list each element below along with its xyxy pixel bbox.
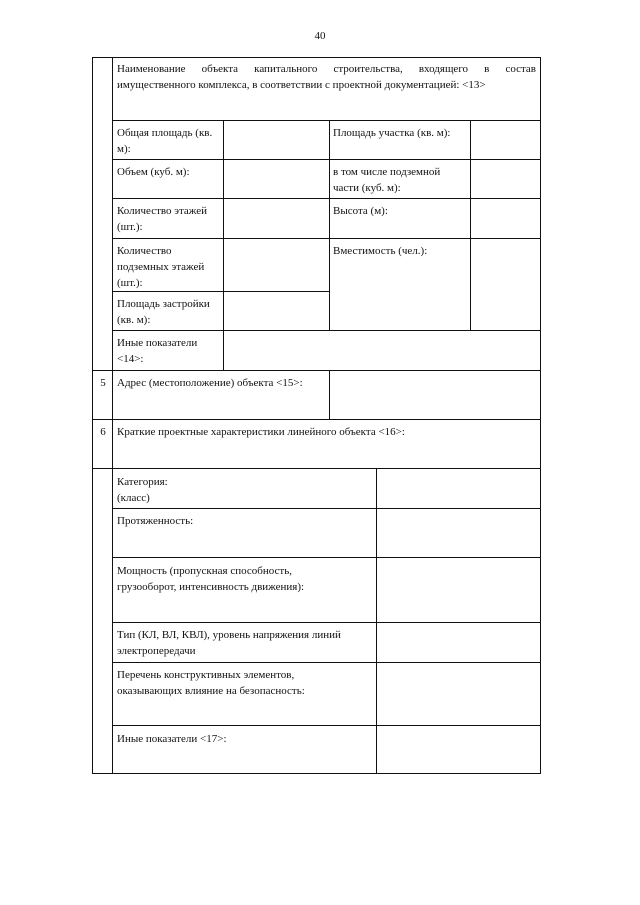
object-name-label: Наименование объекта капитального строительства, входящего в состав имущественного комплекса, в соответствии с проектной документацией: <13> [117, 63, 536, 91]
linear-object-title: Краткие проектные характеристики линейного объекта <16>: [117, 426, 405, 438]
row-divider [92, 468, 541, 469]
bottom-border [92, 773, 541, 774]
row-divider [112, 238, 541, 239]
row-divider [112, 508, 541, 509]
left-border [92, 57, 93, 774]
column-divider [470, 120, 471, 330]
section-6-number: 6 [100, 426, 106, 438]
capacity-label: Вместимость (чел.): [333, 245, 428, 257]
underground-floors-label: Количество подземных этажей (шт.): [117, 245, 205, 289]
total-area-label: Общая площадь (кв. м): [117, 127, 213, 155]
length-label: Протяженность: [117, 515, 194, 527]
volume-label: Объем (куб. м): [117, 166, 190, 178]
row-divider [112, 120, 541, 121]
top-border [92, 57, 541, 58]
section-5-number: 5 [100, 377, 106, 389]
category-label: Категория: (класс) [117, 476, 168, 504]
page-number: 40 [314, 30, 326, 42]
floors-label: Количество этажей (шт.): [117, 205, 208, 233]
built-area-label: Площадь застройки (кв. м): [117, 298, 210, 326]
row-divider [112, 622, 541, 623]
power-line-type-label: Тип (КЛ, ВЛ, КВЛ), уровень напряжения линий электропередачи [117, 629, 341, 657]
column-divider [376, 468, 377, 774]
column-divider [329, 120, 330, 330]
column-divider [223, 120, 224, 370]
object-characteristics-form [92, 57, 541, 774]
row-divider [112, 291, 329, 292]
row-divider [112, 662, 541, 663]
row-divider [112, 330, 541, 331]
row-divider [112, 557, 541, 558]
other-linear-indicators-label: Иные показатели <17>: [117, 733, 227, 745]
row-divider [112, 198, 541, 199]
underground-volume-label: в том числе подземной части (куб. м): [333, 166, 441, 194]
number-column-divider [112, 57, 113, 774]
power-label: Мощность (пропускная способность, грузооборот, интенсивность движения): [117, 565, 305, 593]
section-divider [92, 370, 541, 371]
other-indicators-label: Иные показатели <14>: [117, 337, 198, 365]
address-label: Адрес (местоположение) объекта <15>: [117, 377, 303, 389]
structural-elements-label: Перечень конструктивных элементов, оказывающих влияние на безопасность: [117, 669, 305, 697]
height-label: Высота (м): [333, 205, 388, 217]
site-area-label: Площадь участка (кв. м): [333, 127, 451, 139]
section-divider [92, 419, 541, 420]
row-divider [112, 159, 541, 160]
column-divider [329, 370, 330, 419]
row-divider [112, 725, 541, 726]
right-border [540, 57, 541, 774]
